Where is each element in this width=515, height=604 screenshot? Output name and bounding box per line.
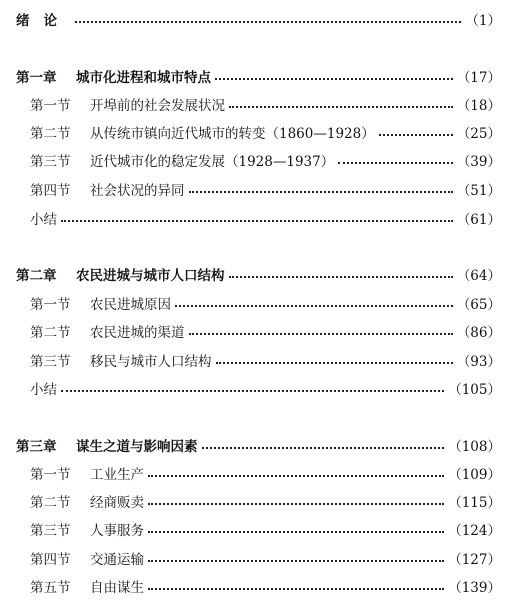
toc-section[interactable]: [0, 575, 515, 597]
section-title: 工业生产: [90, 467, 144, 483]
page-number: （64）: [456, 268, 501, 284]
dot-leader: [148, 503, 444, 505]
page-number: （39）: [456, 154, 501, 170]
chapter-number: 第一章: [16, 70, 57, 86]
dot-leader: [61, 220, 453, 222]
toc-section[interactable]: [0, 462, 515, 484]
section-number: 第一节: [30, 98, 71, 114]
page-number: （127）: [448, 552, 501, 568]
section-number: 第二节: [30, 495, 71, 511]
toc-chapter-3[interactable]: [0, 434, 515, 456]
dot-leader: [379, 134, 453, 136]
section-title: 交通运输: [90, 552, 144, 568]
page-number: （139）: [448, 580, 501, 596]
toc-chapter-1[interactable]: [0, 65, 515, 87]
toc-section[interactable]: [0, 93, 515, 115]
chapter-title: 农民进城与城市人口结构: [76, 268, 225, 284]
section-number: 第一节: [30, 467, 71, 483]
dot-leader: [189, 333, 453, 335]
section-number: 第二节: [30, 126, 71, 142]
toc-section[interactable]: [0, 547, 515, 569]
section-number: 第四节: [30, 552, 71, 568]
page-number: （93）: [456, 354, 501, 370]
section-title: 自由谋生: [90, 580, 144, 596]
page-number: （108）: [448, 439, 501, 455]
summary-label: 小结: [30, 382, 57, 398]
page-number: （109）: [448, 467, 501, 483]
page-number: （124）: [448, 523, 501, 539]
dot-leader: [215, 78, 453, 80]
toc-section[interactable]: [0, 518, 515, 540]
section-number: 第三节: [30, 154, 71, 170]
toc-summary[interactable]: [0, 207, 515, 229]
dot-leader: [189, 191, 453, 193]
section-title: 从传统市镇向近代城市的转变（1860—1928）: [90, 126, 375, 142]
toc-chapter-2[interactable]: [0, 263, 515, 285]
dot-leader: [75, 21, 461, 23]
page-number: （1）: [465, 13, 501, 29]
toc-summary[interactable]: [0, 377, 515, 399]
dot-leader: [61, 390, 444, 392]
dot-leader: [229, 106, 453, 108]
section-title: 农民进城原因: [90, 297, 171, 313]
toc-section[interactable]: [0, 349, 515, 371]
section-number: 第四节: [30, 183, 71, 199]
dot-leader: [148, 475, 444, 477]
toc-section[interactable]: [0, 320, 515, 342]
page-number: （115）: [448, 495, 501, 511]
chapter-title: 城市化进程和城市特点: [76, 70, 211, 86]
page-number: （65）: [456, 297, 501, 313]
intro-label: 绪论: [16, 13, 71, 29]
dot-leader: [175, 305, 453, 307]
toc-entry-intro[interactable]: [0, 8, 515, 30]
page-number: （61）: [456, 212, 501, 228]
page-number: （105）: [448, 382, 501, 398]
section-title: 人事服务: [90, 523, 144, 539]
chapter-title: 谋生之道与影响因素: [76, 439, 198, 455]
dot-leader: [202, 447, 445, 449]
dot-leader: [148, 531, 444, 533]
page-number: （51）: [456, 183, 501, 199]
section-title: 经商贩卖: [90, 495, 144, 511]
dot-leader: [216, 362, 453, 364]
page-number: （25）: [456, 126, 501, 142]
toc-section[interactable]: [0, 121, 515, 143]
section-title: 农民进城的渠道: [90, 325, 185, 341]
section-title: 社会状况的异同: [90, 183, 185, 199]
toc-section[interactable]: [0, 178, 515, 200]
page-number: （17）: [456, 70, 501, 86]
section-number: 第二节: [30, 325, 71, 341]
summary-label: 小结: [30, 212, 57, 228]
chapter-number: 第三章: [16, 439, 57, 455]
toc-section[interactable]: [0, 149, 515, 171]
page-number: （86）: [456, 325, 501, 341]
page-number: （18）: [456, 98, 501, 114]
toc-section[interactable]: [0, 292, 515, 314]
dot-leader: [338, 162, 453, 164]
section-number: 第一节: [30, 297, 71, 313]
section-title: 近代城市化的稳定发展（1928—1937）: [90, 154, 335, 170]
section-number: 第三节: [30, 354, 71, 370]
section-number: 第三节: [30, 523, 71, 539]
chapter-number: 第二章: [16, 268, 57, 284]
section-title: 移民与城市人口结构: [90, 354, 212, 370]
dot-leader: [148, 560, 444, 562]
toc-section[interactable]: [0, 490, 515, 512]
section-number: 第五节: [30, 580, 71, 596]
dot-leader: [148, 588, 444, 590]
section-title: 开埠前的社会发展状况: [90, 98, 225, 114]
dot-leader: [229, 276, 453, 278]
